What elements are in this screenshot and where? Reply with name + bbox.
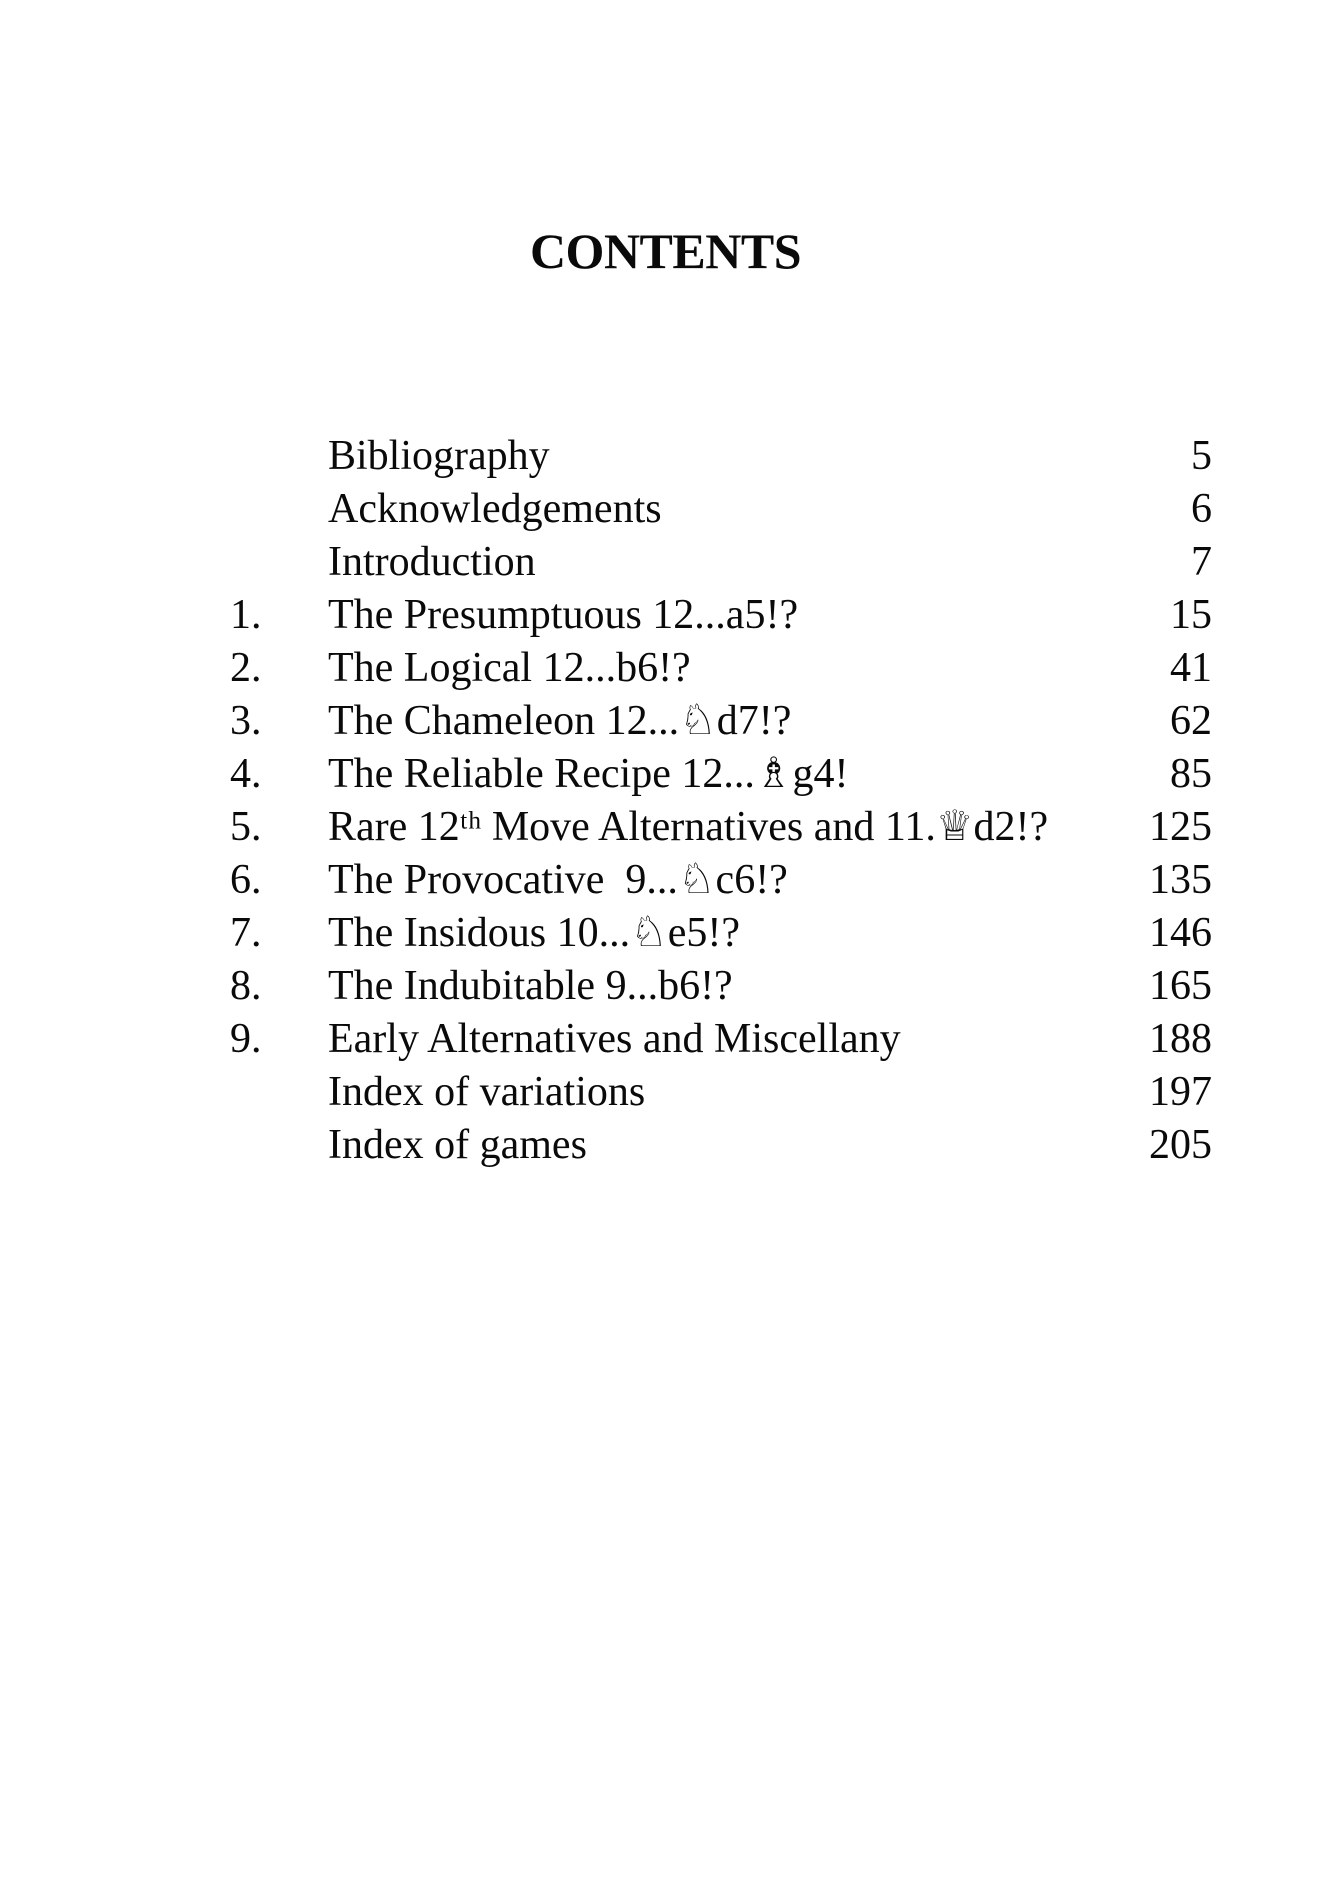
toc-row-chapter-8	[230, 960, 1212, 1013]
toc-row-index-of-games	[230, 1119, 1212, 1172]
chapter-page: 165	[1149, 963, 1212, 1009]
chapter-page: 135	[1149, 857, 1212, 903]
chapter-page: 125	[1149, 804, 1212, 850]
chapter-page: 85	[1170, 751, 1212, 797]
chapter-page: 188	[1149, 1016, 1212, 1062]
chapter-page: 146	[1149, 910, 1212, 956]
chapter-number: 9.	[230, 1016, 262, 1062]
chapter-page: 5	[1191, 433, 1212, 479]
chapter-title: The Presumptuous 12...a5!?	[328, 592, 799, 638]
chapter-title: Introduction	[328, 539, 536, 585]
toc-row-index-of-variations	[230, 1066, 1212, 1119]
page-title: CONTENTS	[529, 223, 802, 279]
toc-row-chapter-4	[230, 748, 1212, 801]
toc-row-chapter-6	[230, 854, 1212, 907]
chapter-page: 197	[1149, 1069, 1212, 1115]
chapter-title: The Chameleon 12...♘d7!?	[328, 698, 792, 744]
chapter-number: 5.	[230, 804, 262, 850]
chapter-page: 205	[1149, 1122, 1212, 1168]
chapter-number: 2.	[230, 645, 262, 691]
chapter-page: 15	[1170, 592, 1212, 638]
chapter-title: Rare 12ᵗʰ Move Alternatives and 11.♕d2!?	[328, 804, 1049, 850]
toc-row-chapter-3	[230, 695, 1212, 748]
chapter-title: The Logical 12...b6!?	[328, 645, 691, 691]
table-of-contents	[230, 430, 1212, 1172]
chapter-number: 8.	[230, 963, 262, 1009]
toc-row-chapter-7	[230, 907, 1212, 960]
chapter-title: The Indubitable 9...b6!?	[328, 963, 733, 1009]
chapter-number: 1.	[230, 592, 262, 638]
chapter-page: 6	[1191, 486, 1212, 532]
toc-row-chapter-5	[230, 801, 1212, 854]
chapter-title: The Reliable Recipe 12...♗g4!	[328, 751, 849, 797]
chapter-number: 4.	[230, 751, 262, 797]
chapter-page: 62	[1170, 698, 1212, 744]
chapter-title: Index of games	[328, 1122, 587, 1168]
chapter-page: 41	[1170, 645, 1212, 691]
toc-row-chapter-2	[230, 642, 1212, 695]
toc-row-introduction	[230, 536, 1212, 589]
chapter-title: Index of variations	[328, 1069, 646, 1115]
chapter-title: Early Alternatives and Miscellany	[328, 1016, 901, 1062]
chapter-number: 3.	[230, 698, 262, 744]
chapter-title: Bibliography	[328, 433, 550, 479]
chapter-title: Acknowledgements	[328, 486, 662, 532]
chapter-number: 6.	[230, 857, 262, 903]
toc-row-chapter-1	[230, 589, 1212, 642]
chapter-title: The Insidous 10...♘e5!?	[328, 910, 741, 956]
chapter-title: The Provocative 9...♘c6!?	[328, 857, 788, 903]
toc-row-chapter-9	[230, 1013, 1212, 1066]
chapter-number: 7.	[230, 910, 262, 956]
chapter-page: 7	[1191, 539, 1212, 585]
toc-row-acknowledgements	[230, 483, 1212, 536]
toc-row-bibliography	[230, 430, 1212, 483]
